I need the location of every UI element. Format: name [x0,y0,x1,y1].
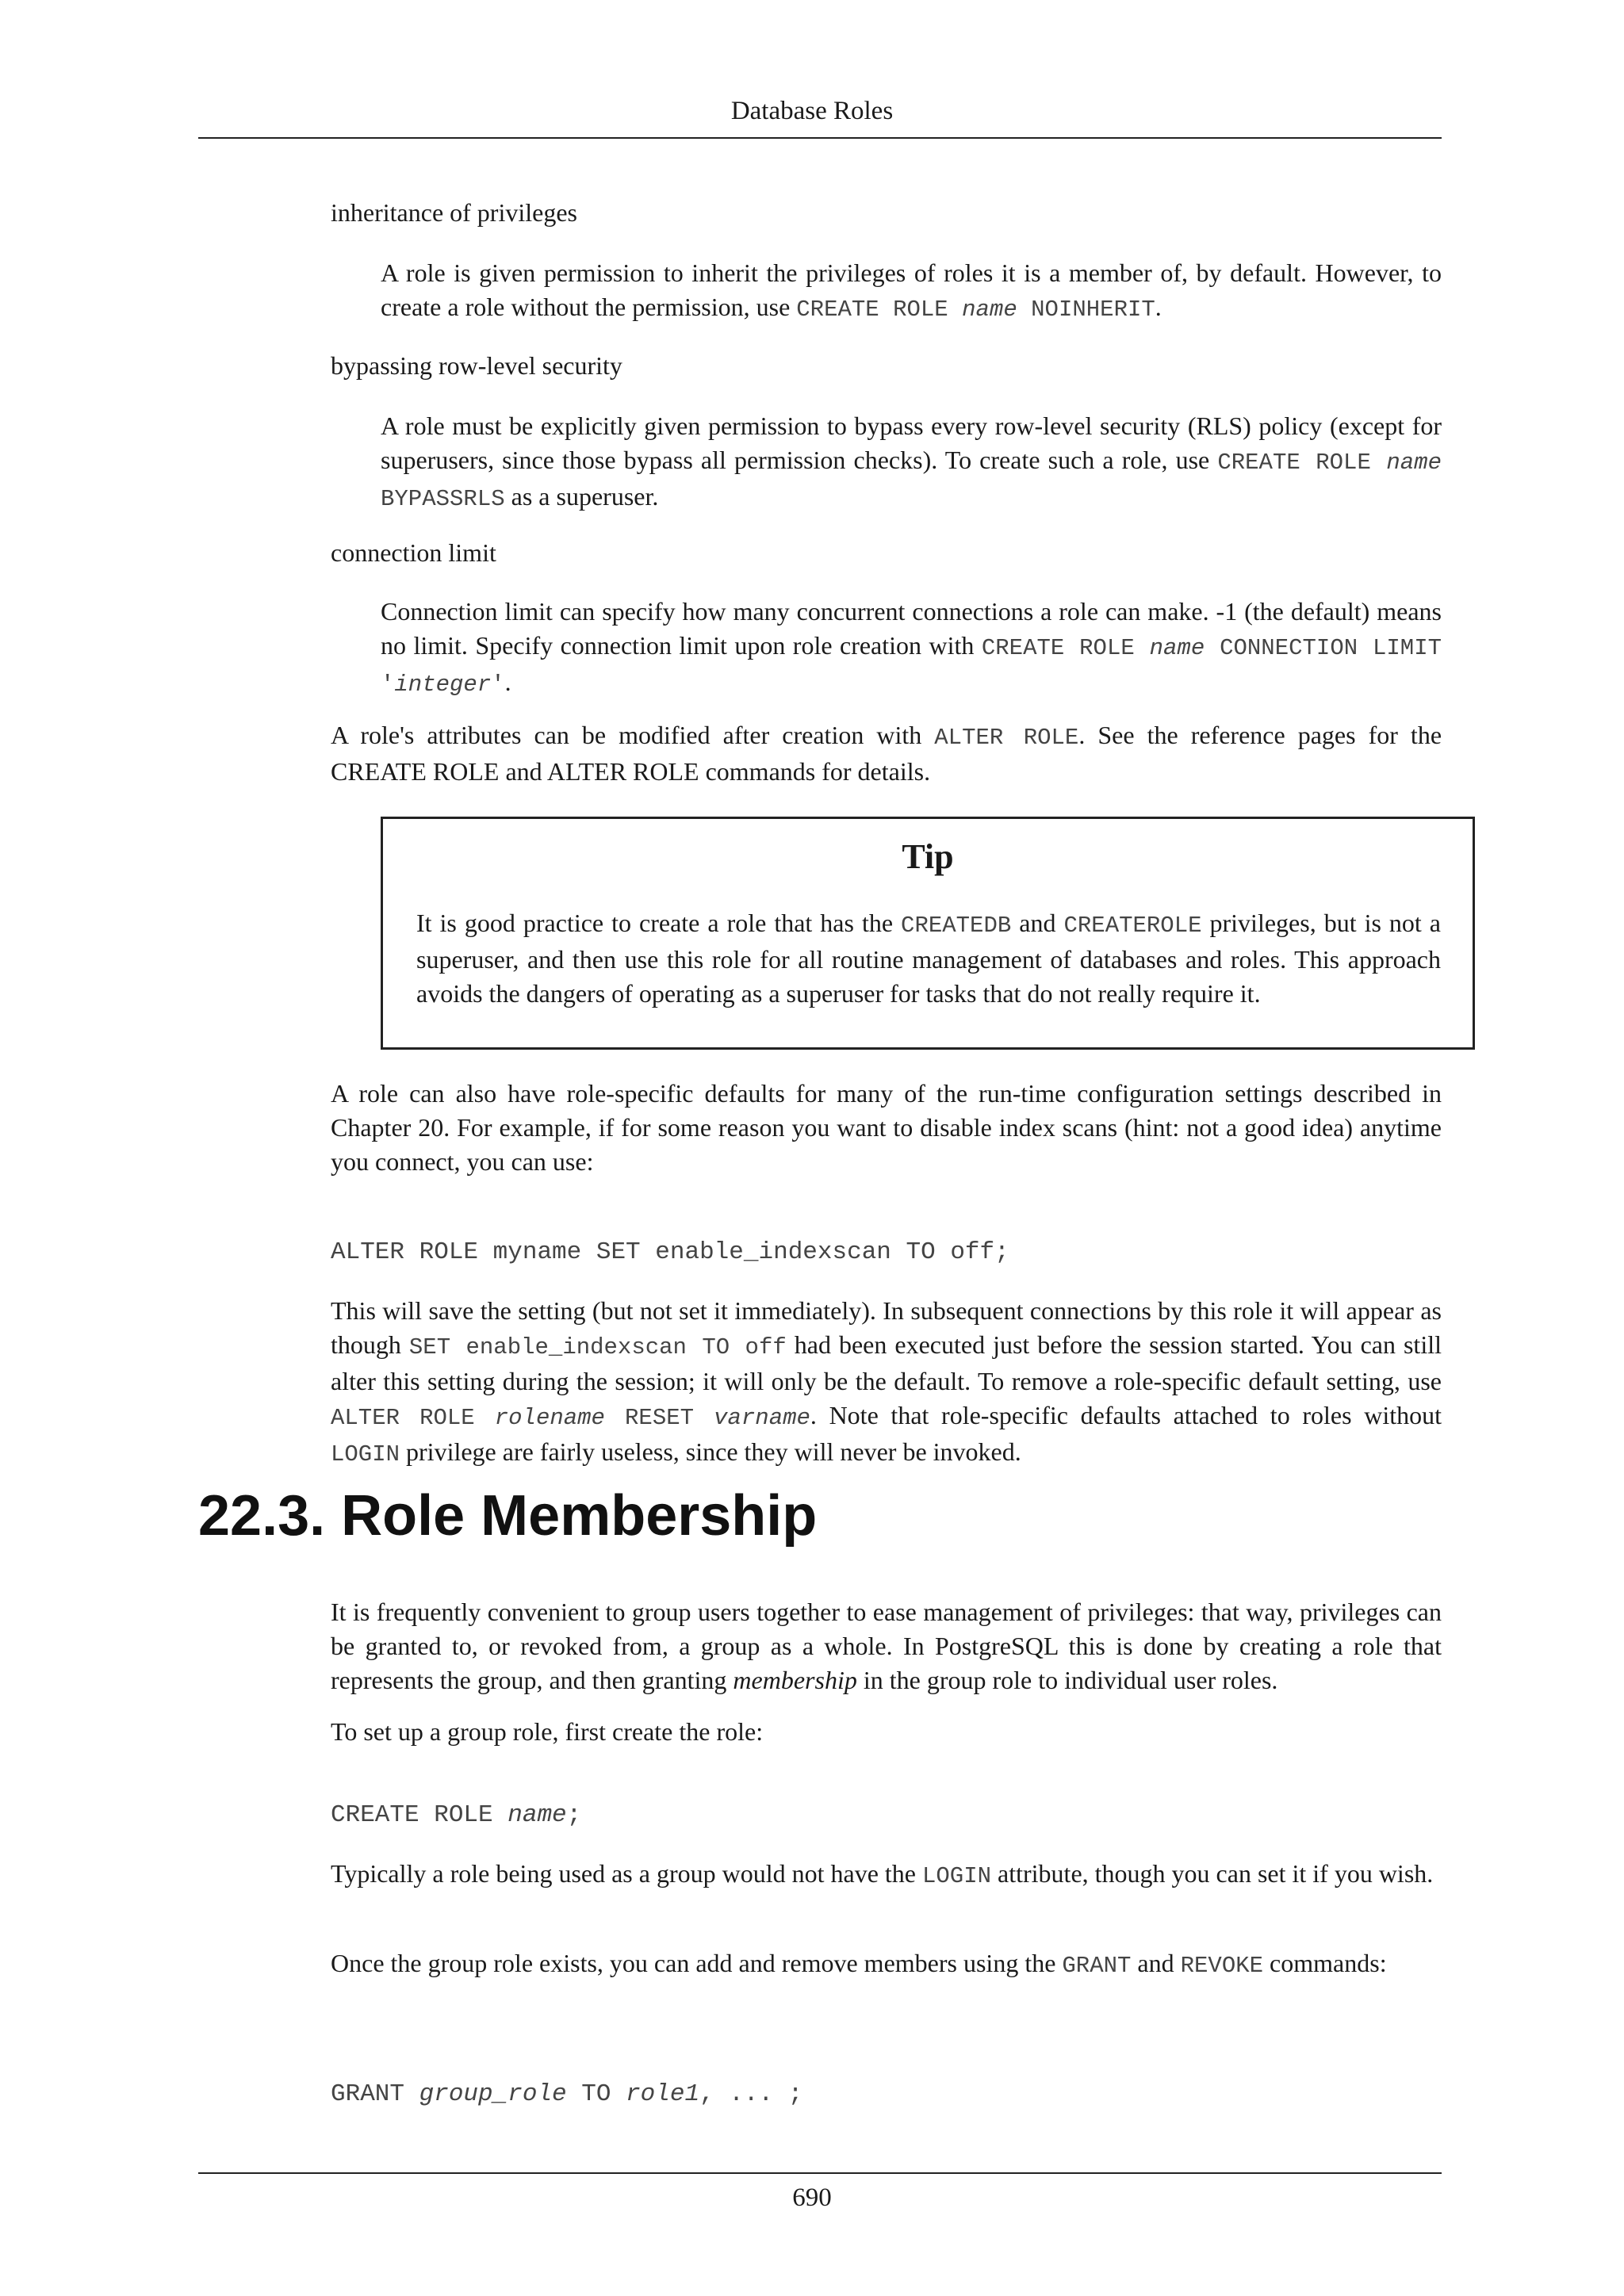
alter-role-paragraph: A role's attributes can be modified after creation with ALTER ROLE. See the reference pages for the CREATE ROLE and ALTER ROLE commands for details. [331,721,1442,786]
tip-text: It is good practice to create a role that has the CREATEDB and CREATEROLE privileges, but is not a superuser, and then use this role for all routine management of databases and roles. This approach avoids the dangers of operating as a superuser for tasks that do not really require it. [416,909,1442,1008]
desc-inheritance: A role is given permission to inherit the privileges of roles it is a member of, by default. However, to create a role without the permission, use CREATE ROLE name NOINHERIT. [381,258,1442,323]
term-bypassrls: bypassing row-level security [331,351,622,380]
save-setting-paragraph: This will save the setting (but not set it immediately). In subsequent connections by this role it will appear as though SET enable_indexscan TO off had been executed just before the session started. You can still alter this setting during the session; it will only be the default. To remove a role-specific default setting, use ALTER ROLE rolename RESET varname. Note that role-specific defaults attached to roles without LOGIN privilege are fairly useless, since they will never be invoked. [331,1296,1442,1468]
grant-revoke-paragraph: Once the group role exists, you can add and remove members using the GRANT and REVOKE commands: [331,1949,1387,1979]
header-rule [198,137,1442,139]
desc-connection-limit: Connection limit can specify how many concurrent connections a role can make. -1 (the default) means no limit. Specify connection limit upon role creation with CREATE ROLE name CONNECTION LIMIT 'integer'. [381,597,1442,698]
code-example-alter-role: ALTER ROLE myname SET enable_indexscan TO off; [331,1238,1009,1266]
running-header: Database Roles [730,97,894,125]
login-attribute-paragraph: Typically a role being used as a group would not have the LOGIN attribute, though you can set it if you wish. [331,1859,1434,1889]
code-example-grant: GRANT group_role TO role1, ... ; [331,2080,803,2108]
term-connection-limit: connection limit [331,538,496,567]
section-heading: 22.3. Role Membership [198,1484,818,1548]
code-example-create-role: CREATE ROLE name; [331,1801,582,1829]
term-inheritance: inheritance of privileges [331,198,577,227]
tip-title: Tip [902,837,954,876]
tip-box [381,817,1475,1050]
setup-paragraph: To set up a group role, first create the role: [331,1717,764,1746]
defaults-paragraph: A role can also have role-specific defaults for many of the run-time configuration settings described in Chapter 20. For example, if for some reason you want to disable index scans (hint: not a good idea) anytime you connect, you can use: [331,1079,1442,1176]
membership-paragraph: It is frequently convenient to group users together to ease management of privileges: that way, privileges can be granted to, or revoked from, a group as a whole. In PostgreSQL this is done by creating a role that represents the group, and then granting membership in the group role to individual user roles. [331,1598,1442,1694]
desc-bypassrls: A role must be explicitly given permission to bypass every row-level security (RLS) policy (except for superusers, since those bypass all permission checks). To create such a role, use CREATE ROLE name BYPASSRLS as a superuser. [381,411,1442,512]
page-number: 690 [792,2183,832,2212]
footer-rule [198,2172,1442,2174]
